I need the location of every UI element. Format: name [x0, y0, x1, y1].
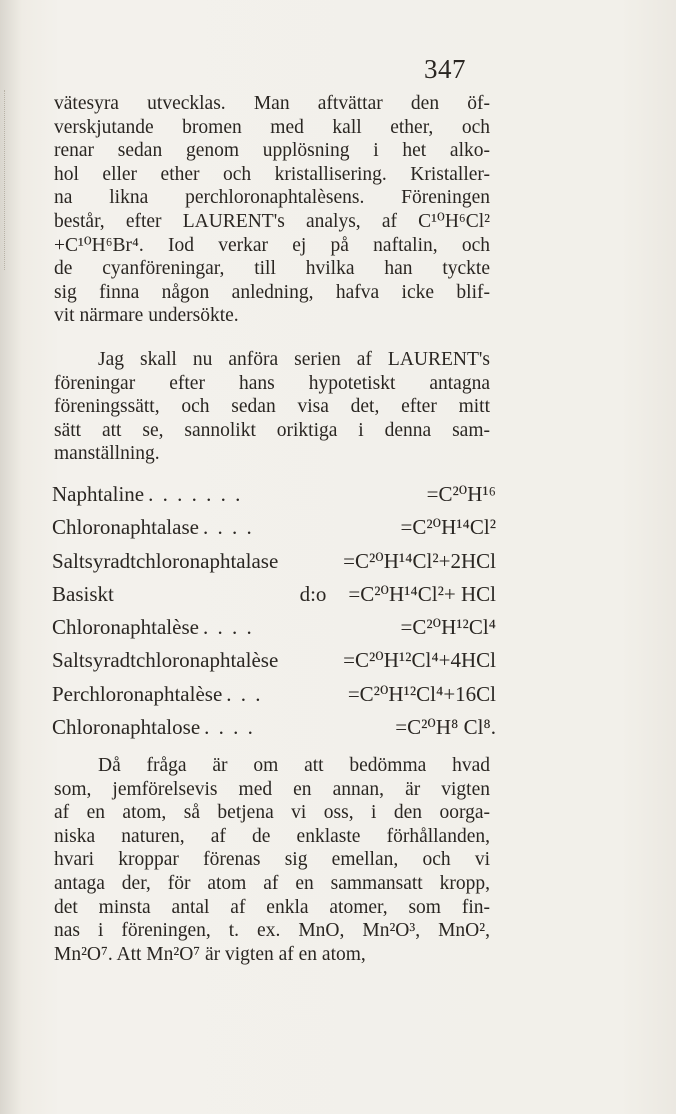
- chemical-formula: =C²⁰H⁸ Cl⁸.: [395, 715, 496, 740]
- ditto-mark: d:o: [299, 581, 327, 606]
- formula-row: [52, 478, 496, 511]
- paragraph-1: [54, 92, 490, 328]
- chemical-formula: =C²⁰H¹⁶: [426, 482, 496, 506]
- leader-dots: . . . .: [204, 715, 255, 740]
- text-line: föreningssätt, och sedan visa det, efter mitt: [54, 396, 490, 418]
- formula-row: [52, 611, 496, 644]
- text-line: vätesyra utvecklas. Man aftvättar den öf-: [54, 93, 490, 114]
- text-line: nas i föreningen, t. ex. MnO, Mn²O³, MnO²,: [54, 920, 490, 942]
- compound-name: Chloronaphtalase: [52, 515, 199, 540]
- leader-dots: [278, 644, 343, 677]
- formula-list: [52, 478, 496, 744]
- chemical-formula: =C²⁰H¹²Cl⁴+4HCl: [343, 648, 496, 673]
- text-line: hvari kroppar förenas sig emellan, och vi: [54, 849, 490, 871]
- text-line: hol eller ether och kristallisering. Kristaller-: [54, 163, 490, 185]
- page-number: 347: [424, 54, 466, 84]
- formula-row: [52, 711, 496, 744]
- text-line: +C¹⁰H⁶Br⁴. Iod verkar ej på naftalin, och: [54, 234, 490, 256]
- text-line: na likna perchloronaphtalèsens. Föreningen: [54, 187, 490, 209]
- text-line: sätt att se, sannolikt oriktiga i denna sam-: [54, 419, 490, 441]
- compound-name: Chloronaphtalose: [52, 715, 201, 740]
- compound-name: Saltsyradtchloronaphtalase: [52, 548, 279, 573]
- paragraph-3: [54, 754, 490, 966]
- chemical-formula: =C²⁰H¹⁴Cl²: [400, 515, 496, 540]
- text-line: af en atom, så betjena vi oss, i den oorga-: [54, 802, 490, 824]
- formula-row: [52, 545, 496, 578]
- text-line: vit närmare undersökte.: [54, 305, 239, 327]
- formula-row: [52, 678, 496, 711]
- compound-name: Perchloronaphtalèse: [52, 681, 223, 706]
- paragraph-2: [54, 348, 490, 466]
- leader-dots: . . .: [226, 681, 263, 706]
- text-line: som, jemförelsevis med en annan, är vigten: [54, 778, 490, 800]
- text-line: de cyanföreningar, till hvilka han tyckte: [54, 258, 490, 280]
- text-line: Jag skall nu anföra serien af LAURENT's: [98, 349, 490, 370]
- leader-dots: . . . .: [202, 615, 254, 640]
- text-line: niska naturen, af de enklaste förhållanden,: [54, 825, 490, 847]
- compound-name: Saltsyradtchloronaphtalèse: [52, 648, 279, 673]
- formula-row: [52, 511, 496, 544]
- chemical-formula: =C²⁰H¹²Cl⁴: [400, 615, 496, 640]
- leader-dots: . . . .: [202, 515, 254, 540]
- chemical-formula: =C²⁰H¹⁴Cl²+ HCl: [348, 581, 496, 606]
- text-line: antaga der, för atom af en sammansatt kropp,: [54, 872, 490, 894]
- text-line: Då fråga är om att bedömma hvad: [98, 755, 490, 776]
- text-line: det minsta antal af enkla atomer, som fin-: [54, 896, 490, 918]
- leader-dots: . . . . . . .: [148, 482, 243, 506]
- chemical-formula: =C²⁰H¹²Cl⁴+16Cl: [347, 681, 496, 706]
- formula-row: [52, 644, 496, 677]
- text-line: manställning.: [54, 443, 160, 465]
- text-line: Mn²O⁷. Att Mn²O⁷ är vigten af en atom,: [54, 943, 366, 965]
- text-line: renar sedan genom upplösning i het alko-: [54, 140, 490, 162]
- text-line: verskjutande bromen med kall ether, och: [54, 116, 490, 138]
- text-line: sig finna någon anledning, hafva icke blif-: [54, 281, 490, 303]
- compound-name: Basiskt: [52, 581, 114, 606]
- margin-marks: [4, 90, 15, 270]
- leader-dots: [278, 545, 343, 578]
- text-line: föreningar efter hans hypotetiskt antagna: [54, 372, 490, 394]
- text-line: består, efter LAURENT's analys, af C¹⁰H⁶Cl²: [54, 210, 490, 232]
- compound-name: Naphtaline: [52, 482, 145, 506]
- formula-row: [52, 578, 496, 611]
- compound-name: Chloronaphtalèse: [52, 615, 199, 640]
- chemical-formula: =C²⁰H¹⁴Cl²+2HCl: [343, 548, 496, 573]
